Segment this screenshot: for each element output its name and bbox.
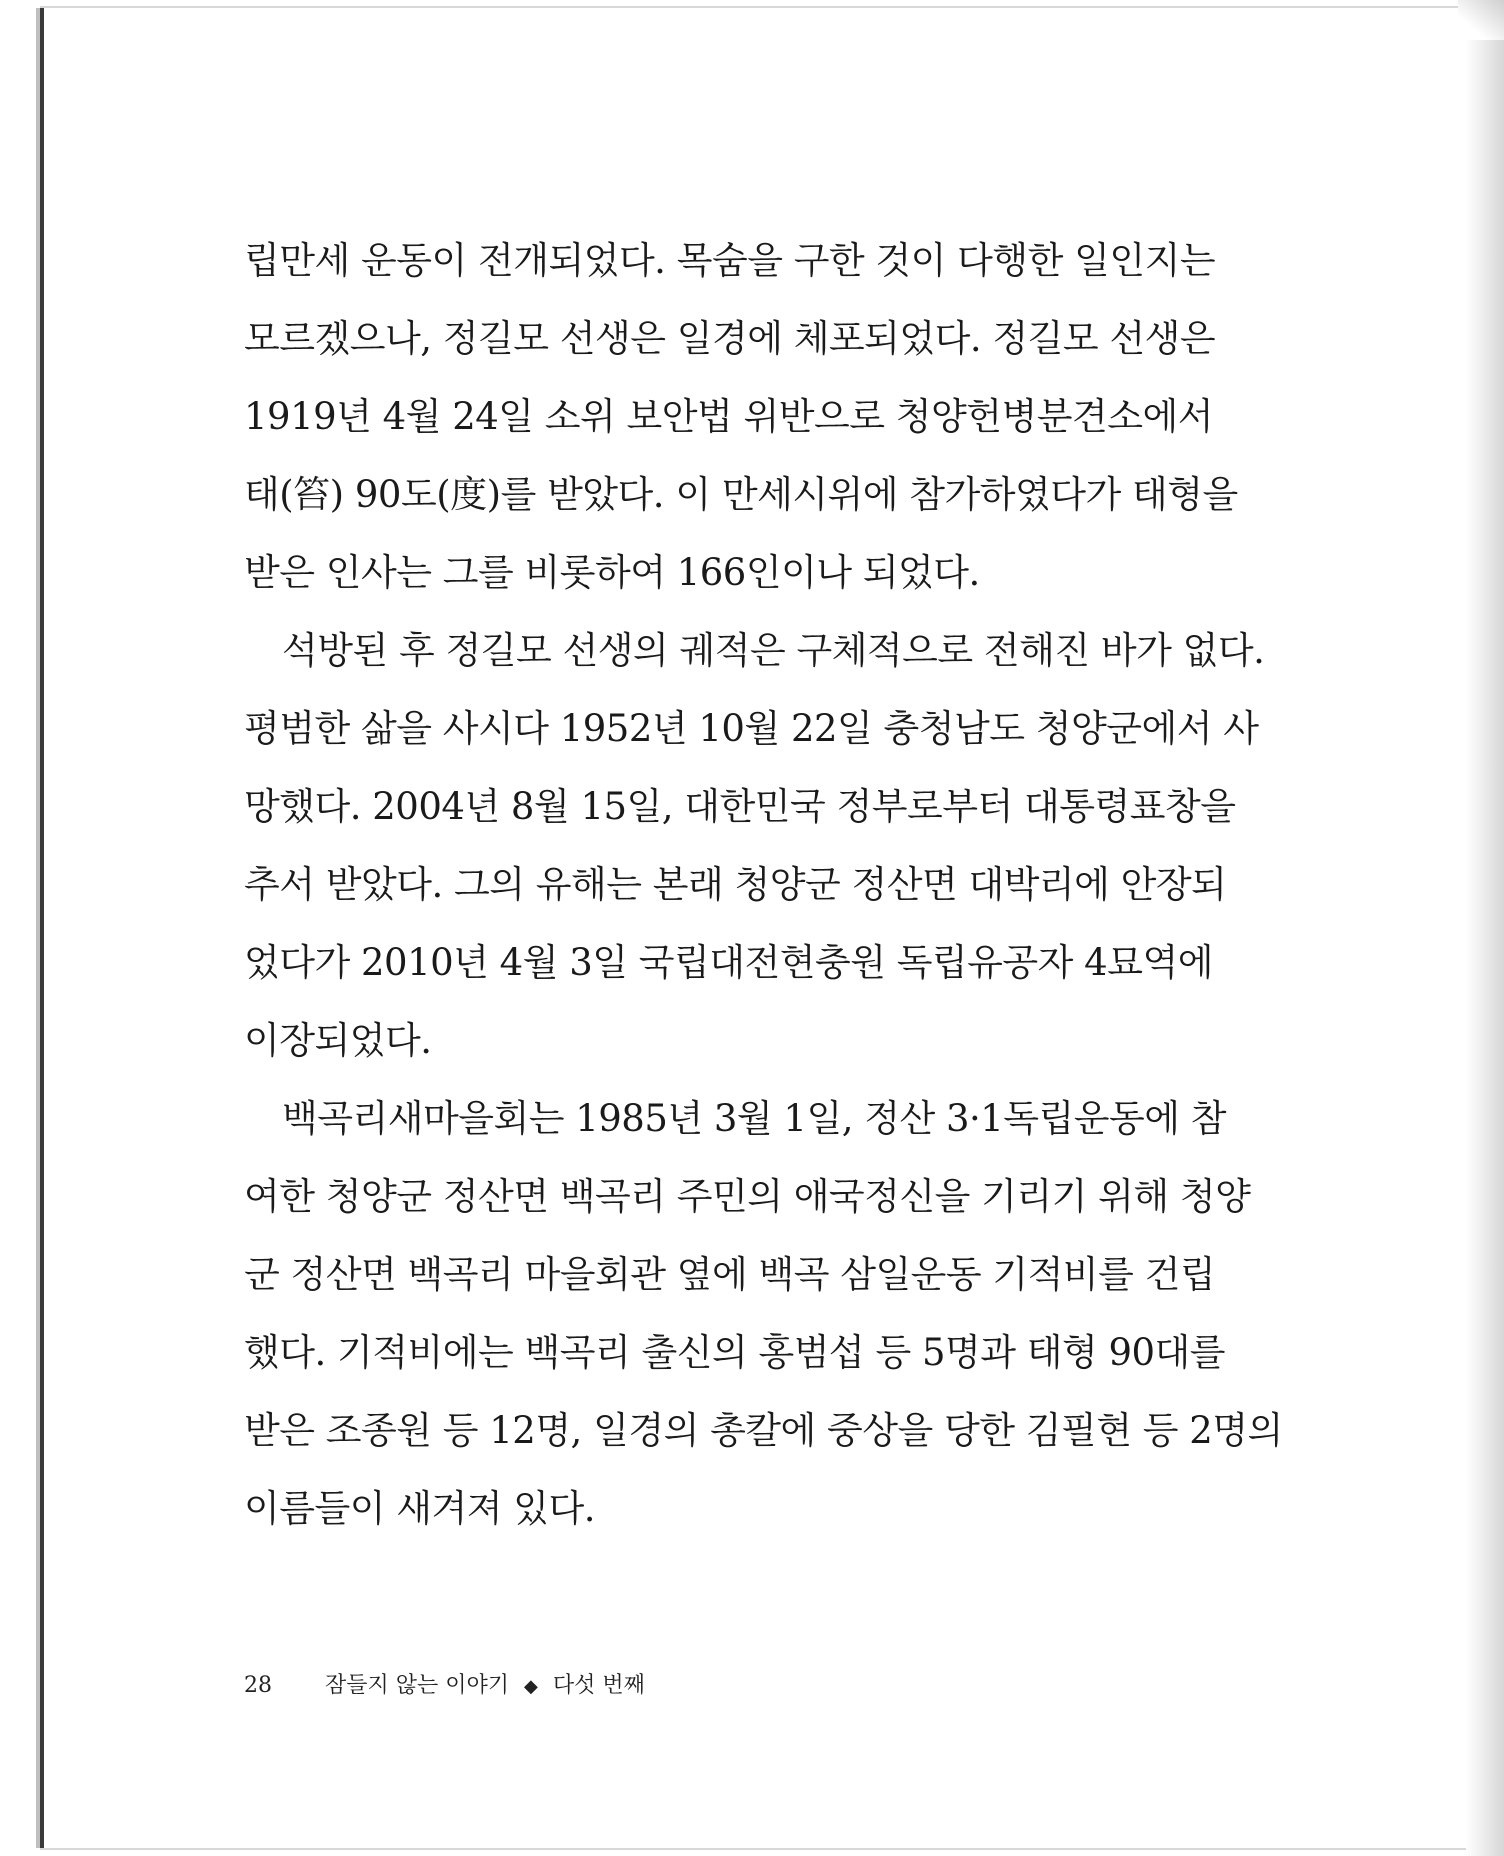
page-number: 28	[244, 1673, 272, 1698]
text-line: 모르겠으나, 정길모 선생은 일경에 체포되었다. 정길모 선생은	[244, 317, 1216, 360]
text-line: 백곡리새마을회는 1985년 3월 1일, 정산 3·1독립운동에 참	[282, 1097, 1227, 1140]
text-line: 군 정산면 백곡리 마을회관 옆에 백곡 삼일운동 기적비를 건립	[244, 1253, 1216, 1296]
body-text	[244, 222, 1283, 1548]
text-line: 었다가 2010년 4월 3일 국립대전현충원 독립유공자 4묘역에	[244, 941, 1213, 984]
page-right-shadow	[1466, 0, 1504, 1856]
page-left-edge	[40, 6, 44, 1850]
text-line: 망했다. 2004년 8월 15일, 대한민국 정부로부터 대통령표창을	[244, 785, 1236, 828]
text-line: 추서 받았다. 그의 유해는 본래 청양군 정산면 대박리에 안장되	[244, 863, 1227, 906]
text-line: 1919년 4월 24일 소위 보안법 위반으로 청양헌병분견소에서	[244, 395, 1213, 438]
page-top-edge	[40, 6, 1480, 8]
page-bottom-edge	[40, 1848, 1480, 1850]
paragraph	[244, 612, 1265, 1080]
page-corner-shadow	[1458, 0, 1504, 40]
book-title: 잠들지 않는 이야기	[325, 1673, 510, 1698]
text-line: 이름들이 새겨져 있다.	[244, 1487, 595, 1530]
text-line: 여한 청양군 정산면 백곡리 주민의 애국정신을 기리기 위해 청양	[244, 1175, 1251, 1218]
text-line: 평범한 삶을 사시다 1952년 10월 22일 충청남도 청양군에서 사	[244, 707, 1259, 750]
text-line: 받은 인사는 그를 비롯하여 166인이나 되었다.	[244, 551, 980, 594]
text-line: 했다. 기적비에는 백곡리 출신의 홍범섭 등 5명과 태형 90대를	[244, 1331, 1226, 1374]
text-line: 받은 조종원 등 12명, 일경의 총칼에 중상을 당한 김필현 등 2명의	[244, 1409, 1283, 1452]
volume-label: 다섯 번째	[552, 1673, 645, 1698]
text-line: 이장되었다.	[244, 1019, 432, 1062]
text-line: 립만세 운동이 전개되었다. 목숨을 구한 것이 다행한 일인지는	[244, 239, 1216, 282]
text-line: 석방된 후 정길모 선생의 궤적은 구체적으로 전해진 바가 없다.	[282, 629, 1265, 672]
paragraph	[244, 222, 1238, 612]
text-line: 태(笞) 90도(度)를 받았다. 이 만세시위에 참가하였다가 태형을	[244, 473, 1238, 516]
paragraph	[244, 1080, 1283, 1548]
page-footer	[244, 1670, 645, 1703]
diamond-separator-icon: ◆	[524, 1676, 538, 1697]
